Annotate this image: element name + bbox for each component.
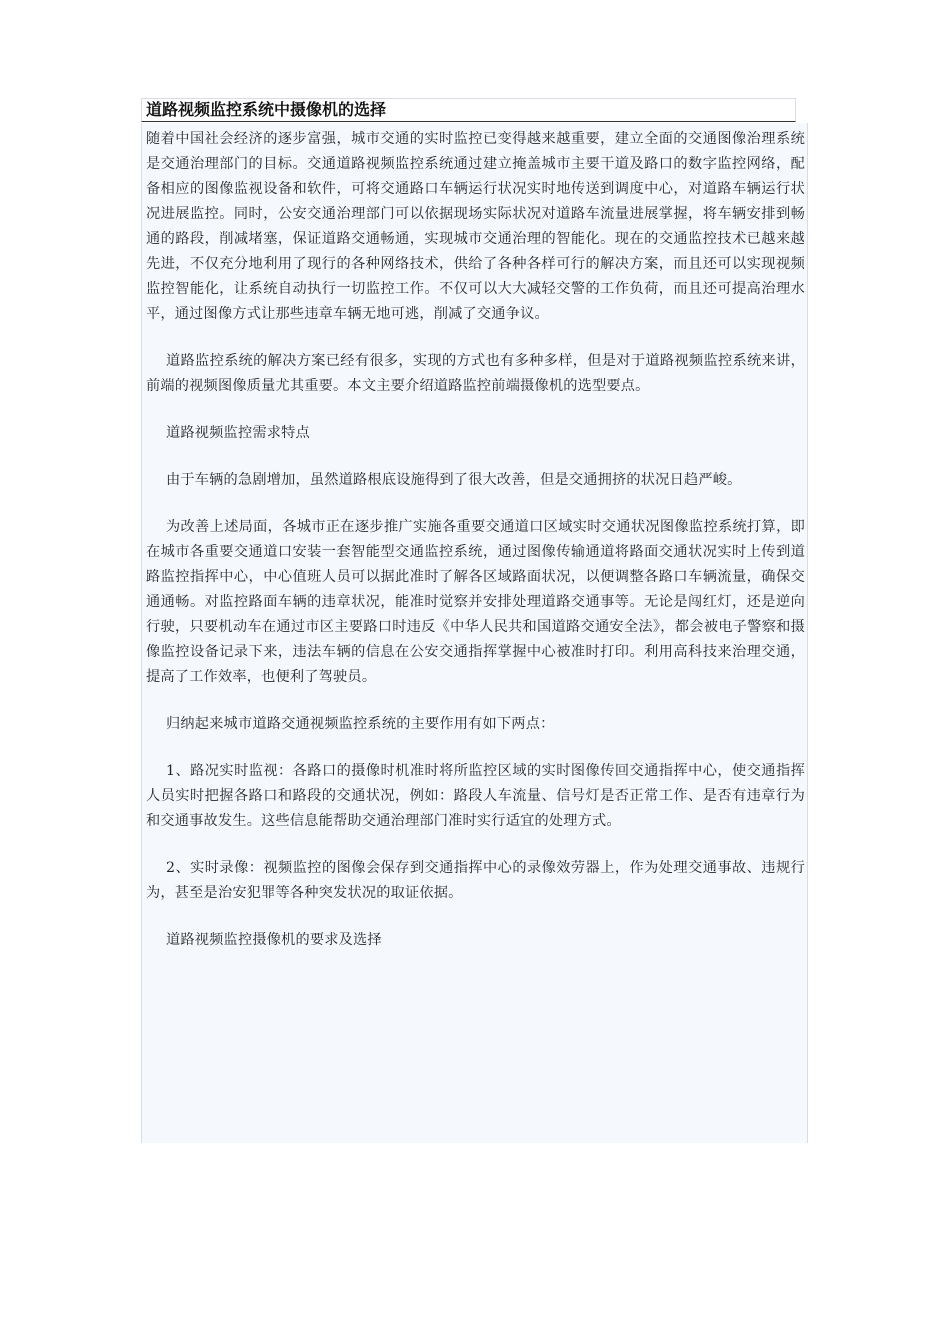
paragraph-improvement: 为改善上述局面，各城市正在逐步推广实施各重要交通道口区域实时交通状况图像监控系统打算，即在城市各重要交通道口安装一套智能型交通监控系统，通过图像传输通道将路面交通状况实时上传到道路监控指挥中心，中心值班人员可以据此准时了解各区域路面状况，以便调整各路口车辆流量，确保交通通畅。对监控路面车辆的违章状况，能准时觉察并安排处理道路交通事等。无论是闯红灯，还是逆向行驶，只要机动车在通过市区主要路口时违反《中华人民共和国道路交通安全法》，都会被电子警察和摄像监控设备记录下来，违法车辆的信息在公安交通指挥掌握中心被准时打印。利用高科技来治理交通，提高了工作效率，也便利了驾驶员。 (146, 519, 805, 685)
list-item-realtime-recording: 2、实时录像：视频监控的图像会保存到交通指挥中心的录像效劳器上，作为处理交通事故、违规行为，甚至是治安犯罪等各种突发状况的取证依据。 (146, 860, 805, 901)
title-bar (141, 98, 796, 122)
paragraph-congestion: 由于车辆的急剧增加，虽然道路根底设施得到了很大改善，但是交通拥挤的状况日趋严峻。 (166, 472, 742, 488)
content-panel (141, 123, 808, 1143)
section-heading-camera-selection: 道路视频监控摄像机的要求及选择 (166, 932, 382, 948)
paragraph-solutions: 道路监控系统的解决方案已经有很多，实现的方式也有多种多样，但是对于道路视频监控系统来讲，前端的视频图像质量尤其重要。本文主要介绍道路监控前端摄像机的选型要点。 (146, 353, 805, 394)
document-title: 道路视频监控系统中摄像机的选择 (146, 100, 387, 119)
section-heading-requirements: 道路视频监控需求特点 (166, 425, 310, 441)
paragraph-summary: 归纳起来城市道路交通视频监控系统的主要作用有如下两点： (166, 716, 555, 732)
paragraph-intro: 随着中国社会经济的逐步富强，城市交通的实时监控已变得越来越重要，建立全面的交通图像治理系统是交通治理部门的目标。交通道路视频监控系统通过建立掩盖城市主要干道及路口的数字监控网络，配备相应的图像监视设备和软件，可将交通路口车辆运行状况实时地传送到调度中心，对道路车辆运行状况进展监控。同时，公安交通治理部门可以依据现场实际状况对道路车流量进展掌握，将车辆安排到畅通的路段，削减堵塞，保证道路交通畅通，实现城市交通治理的智能化。现在的交通监控技术已越来越先进，不仅充分地利用了现行的各种网络技术，供给了各种各样可行的解决方案，而且还可以实现视频监控智能化，让系统自动执行一切监控工作。不仅可以大大减轻交警的工作负荷，而且还可提高治理水平，通过图像方式让那些违章车辆无地可逃，削减了交通争议。 (146, 131, 805, 322)
list-item-realtime-monitoring: 1、路况实时监视：各路口的摄像时机准时将所监控区域的实时图像传回交通指挥中心，使交通指挥人员实时把握各路口和路段的交通状况，例如：路段人车流量、信号灯是否正常工作、是否有违章行为和交通事故发生。这些信息能帮助交通治理部门准时实行适宜的处理方式。 (146, 763, 805, 829)
